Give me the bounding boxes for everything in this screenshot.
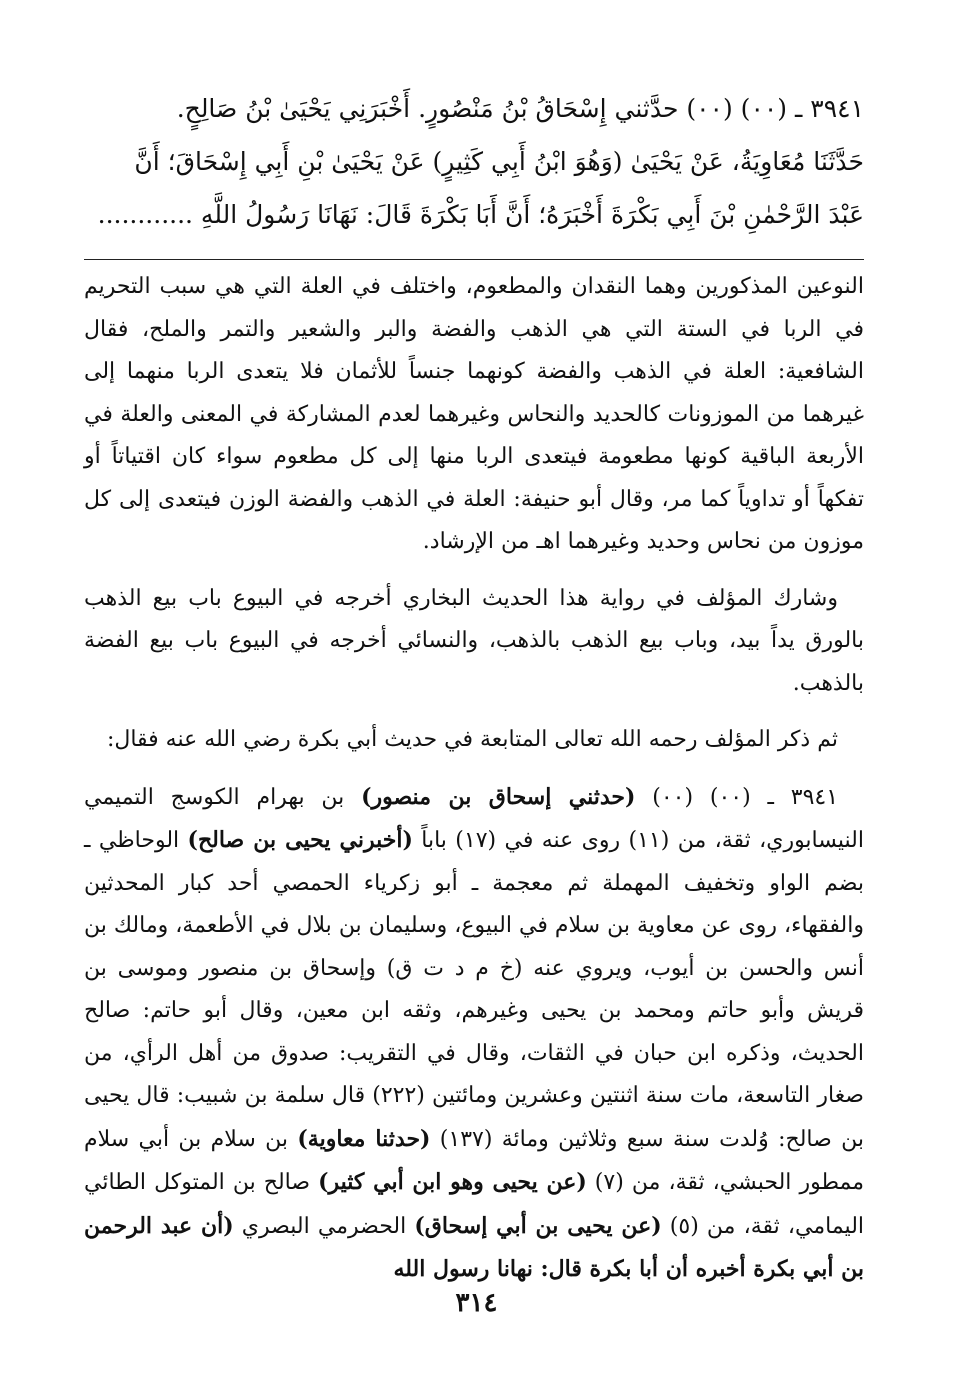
commentary-paragraph: ثم ذكر المؤلف رحمه الله تعالى المتابعة في حديث أبي بكرة رضي الله عنه فقال: — [106, 727, 838, 752]
narrator-text: الوحاظي ـ بضم الواو وتخفيف المهملة ثم معجمة ـ أبو زكرياء الحمصي أحد كبار المحدثين والفقهاء، روى عن معاوية بن سلام في البيوع، وسليمان بن بلال في الأطعمة، ومالك بن أنس والحسن بن أيوب، ويروي عنه (خ م د ت ق) وإسحاق بن منصور وموسى بن قريش وأبو حاتم ومحمد بن يحيى وغيرهم، وثقه ابن معين، وقال أبو حاتم: صالح الحديث، وذكره ابن حبان في الثقات، وقال في التقريب: صدوق من أهل الرأي، من صغار التاسعة، مات سنة اثنتين وعشرين ومائتين (٢٢٢) قال سلمة بن شبيب: قال يحيى بن صالح: وُلدت سنة سبع وثلاثين ومائة (١٣٧) — [84, 828, 864, 1152]
narrator-text: ٣٩٤١ ـ (٠٠) (٠٠) — [635, 784, 839, 810]
page-number: ٣١٤ — [455, 1288, 498, 1318]
hadith-line: عَبْدَ الرَّحْمٰنِ بْنَ أَبِي بَكْرَةَ أَخْبَرَهُ؛ أَنَّ أَبَا بَكْرَةَ قَالَ: نَهَانَا رَسُولُ اللَّهِ ............ — [97, 200, 864, 229]
narrator-chain-paragraph — [84, 776, 864, 1292]
narrator-text: صالح بن المتوكل الطائي اليمامي، ثقة، من (٥) — [84, 1170, 865, 1239]
commentary-paragraph: وشارك المؤلف في رواية هذا الحديث البخاري أخرجه في البيوع باب بيع الذهب بالورق يداً بيد، وباب بيع الذهب بالذهب، والنسائي أخرجه في البيوع باب بيع الفضة بالذهب. — [84, 585, 864, 696]
hadith-line: حَدَّثَنَا مُعَاوِيَةُ، عَنْ يَحْيَىٰ (وَهُوَ ابْنُ أَبِي كَثِيرٍ) عَنْ يَحْيَىٰ بْنِ أَبِي إِسْحَاقَ؛ أَنَّ — [134, 147, 864, 176]
footnote-divider — [84, 259, 864, 260]
commentary — [84, 266, 864, 1292]
narrator-text: بن بهرام الكوسج التميمي النيسابوري، ثقة، من (١١) روى عنه في (١٧) باباً — [84, 784, 864, 853]
narrator-quote: (حدثني إسحاق بن منصور) — [361, 783, 636, 810]
commentary-paragraph: النوعين المذكورين وهما النقدان والمطعوم، واختلف في العلة التي هي سبب التحريم في الربا في الستة التي هي الذهب والفضة والبر والشعير والتمر والملح، فقال الشافعية: العلة في الذهب والفضة كونهما جنساً للأثمان فلا يتعدى الربا منهما إلى غيرهما من الموزونات كالحديد والنحاس وغيرهما لعدم المشاركة في المعنى والعلة في الأربعة الباقية كونها مطعومة فيتعدى الربا منها إلى كل مطعوم سواء كان اقتياتاً أو تفكهاً أو تداوياً كما مر، وقال أبو حنيفة: العلة في الذهب والفضة الوزن فيتعدى إلى كل موزون من نحاس وحديد وغيرهما اهـ من الإرشاد. — [84, 274, 864, 554]
narrator-quote: (عن يحيى بن أبي إسحاق) — [414, 1212, 662, 1239]
narrator-text: الحضرمي البصري — [233, 1213, 415, 1239]
narrator-quote: (أخبرني يحيى بن صالح) — [187, 827, 413, 853]
narrator-text: بن سلام بن أبي سلام ممطور الحبشي، ثقة، من (٧) — [84, 1126, 864, 1195]
book-page — [84, 82, 864, 1292]
narrator-quote: (عن يحيى وهو ابن أبي كثير) — [318, 1169, 587, 1195]
narrator-quote: (أن عبد الرحمن بن أبي بكرة أخبره أن أبا بكرة قال: نهانا رسول الله — [84, 1212, 864, 1282]
narrator-quote: (حدثنا معاوية) — [297, 1125, 431, 1152]
hadith-line: ٣٩٤١ ـ (٠٠) (٠٠) حدَّثني إِسْحَاقُ بْنُ مَنْصُورٍ. أَخْبَرَنِي يَحْيَىٰ بْنُ صَالِحٍ. — [176, 94, 864, 123]
hadith-text — [84, 82, 864, 241]
